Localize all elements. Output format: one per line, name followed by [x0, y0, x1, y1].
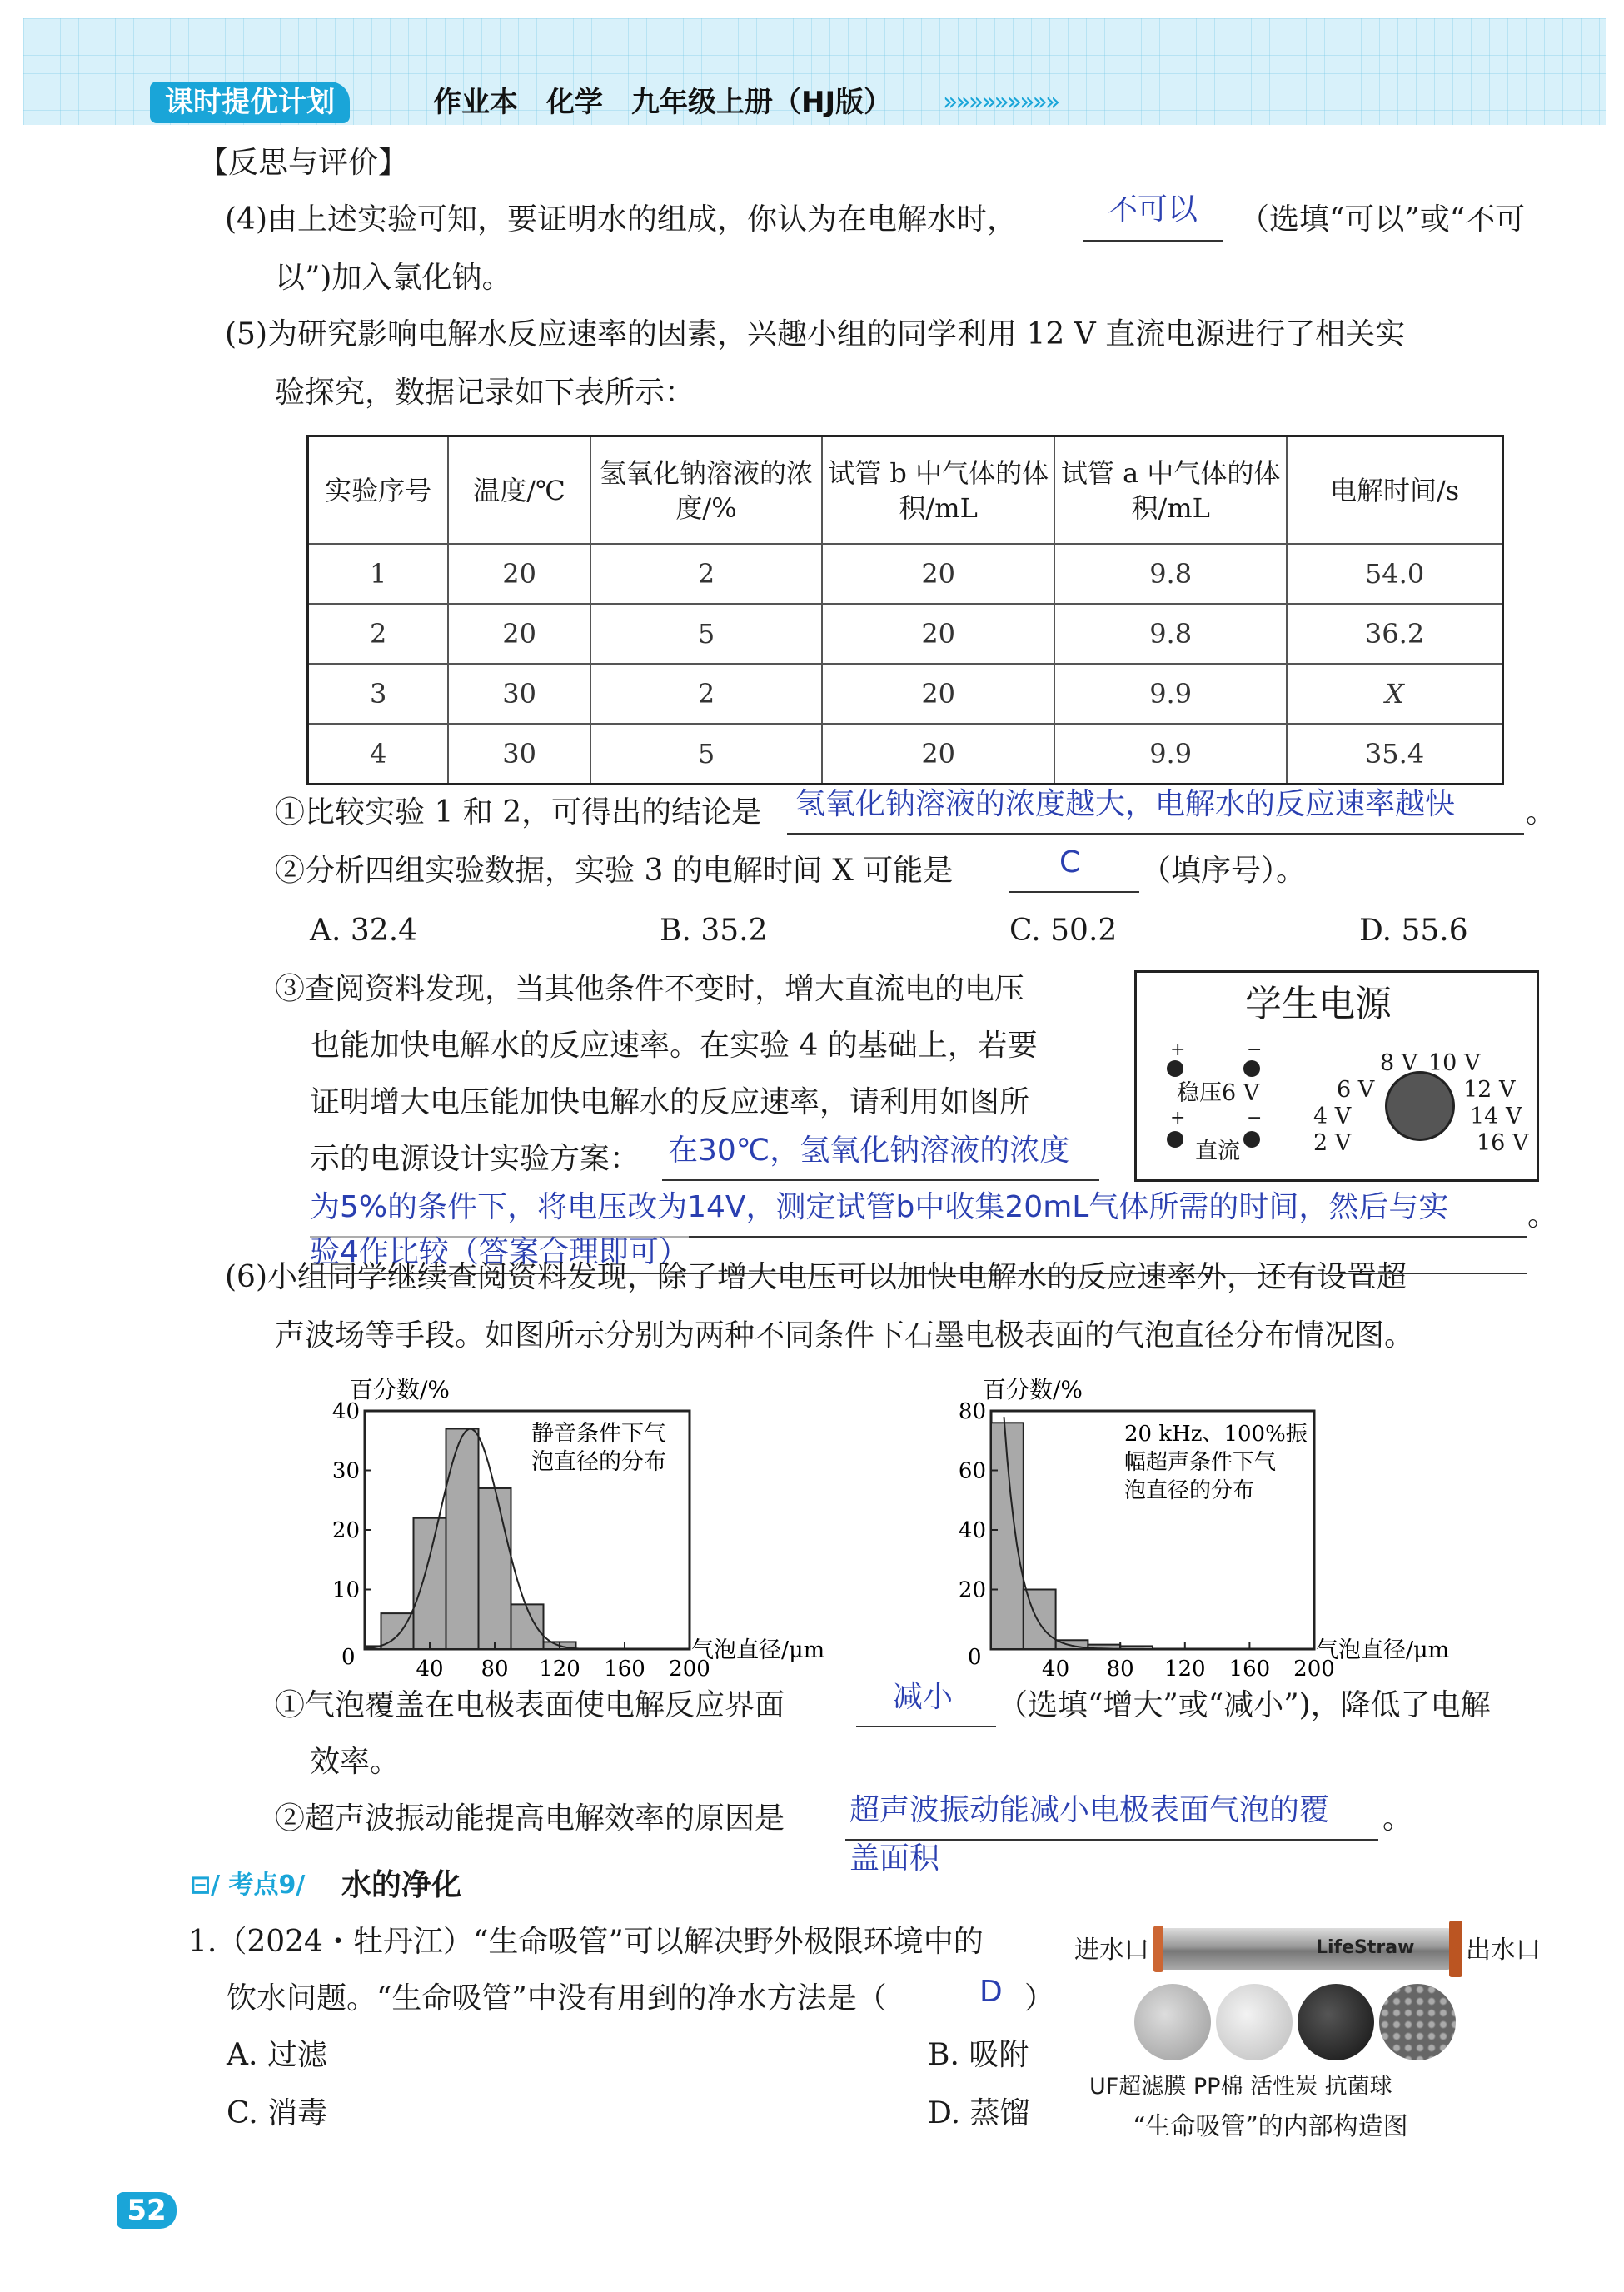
table-cell: 2 [590, 664, 822, 724]
tube-cap-icon [1449, 1921, 1462, 1977]
item1-text-cont: 饮水问题。“生命吸管”中没有用到的净水方法是（ [227, 1981, 887, 2015]
chart1-xlabel: 气泡直径/μm [691, 1637, 825, 1663]
table-cell: 4 [308, 724, 449, 785]
item1-text: 1.（2024・牡丹江）“生命吸管”可以解决野外极限环境中的 [188, 1925, 984, 1959]
chevron-decoration-icon: »»»»»»»»» [943, 87, 1059, 117]
table-cell: 9.9 [1054, 724, 1287, 785]
section-heading: 【反思与评价】 [198, 146, 409, 180]
filter-layers-label: UF超滤膜 PP棉 活性炭 抗菌球 [1089, 2074, 1392, 2100]
dc-label: 直流 [1195, 1139, 1240, 1164]
table-cell: 20 [822, 664, 1054, 724]
chart2-xtick-label: 200 [1293, 1657, 1335, 1682]
voltage-2v: 2 V [1313, 1130, 1352, 1156]
table-cell: 20 [822, 544, 1054, 604]
table-row [308, 724, 1503, 785]
item1-option-a: A. 过滤 [227, 2038, 327, 2072]
item1-option-c: C. 消毒 [227, 2096, 328, 2130]
power-supply-title: 学生电源 [1245, 983, 1392, 1025]
chart2-xtick-label: 160 [1228, 1657, 1271, 1682]
q6-1-answer: 减小 [893, 1680, 954, 1714]
chart2-ytick-label: 80 [958, 1399, 986, 1424]
q4-answer: 不可以 [1108, 192, 1198, 227]
table-cell: 3 [308, 664, 449, 724]
section-title: 水的净化 [341, 1868, 462, 1902]
inlet-label: 进水口 [1074, 1936, 1149, 1965]
page-header-title: 作业本 化学 九年级上册（HJ版） [433, 86, 893, 119]
q6-2-text: ②超声波振动能提高电解效率的原因是 [275, 1801, 785, 1836]
q5-text: (5)为研究影响电解水反应速率的因素，兴趣小组的同学利用 12 V 直流电源进行了相关实 [225, 317, 1406, 351]
table-cell: 20 [448, 604, 590, 664]
antibacterial-balls-icon [1379, 1984, 1456, 2060]
option-b: B. 35.2 [660, 914, 768, 948]
q5-2-answer: C [1059, 845, 1081, 879]
option-c: C. 50.2 [1009, 914, 1118, 948]
chart-quiet [316, 1374, 825, 1682]
table-cell: 5 [590, 604, 822, 664]
chart1-xtick-label: 160 [604, 1657, 645, 1682]
q5-3-line2: 也能加快电解水的反应速率。在实验 4 的基础上，若要 [310, 1029, 1038, 1063]
table-cell: 20 [822, 604, 1054, 664]
figure-caption: “生命吸管”的内部构造图 [1133, 2112, 1408, 2141]
plus-sign: + [1170, 1108, 1186, 1129]
outlet-label: 出水口 [1466, 1936, 1541, 1965]
table-row [308, 604, 1503, 664]
chart2-xtick-label: 80 [1106, 1657, 1134, 1682]
table-row [308, 664, 1503, 724]
table-cell: X [1287, 664, 1502, 724]
chart1-ytick-label: 40 [331, 1399, 360, 1424]
page-number: 52 [117, 2192, 177, 2229]
q6-1-text-cont: 效率。 [310, 1745, 401, 1779]
chart1-bar [414, 1518, 446, 1649]
item1-option-b: B. 吸附 [928, 2038, 1029, 2072]
q5-3-answer3: 验4作比较（答案合理即可） [310, 1233, 689, 1273]
table-header: 电解时间/s [1287, 436, 1502, 545]
chart2-title: 20 kHz、100%振幅超声条件下气泡直径的分布 [1124, 1422, 1308, 1503]
tube-cap-icon [1153, 1926, 1163, 1972]
voltage-16v: 16 V [1477, 1130, 1529, 1156]
chart2-ytick-label: 20 [958, 1577, 986, 1603]
section-icon: ⊟/ 考点9/ [190, 1871, 306, 1900]
chart2-ylabel: 百分数/% [983, 1376, 1083, 1403]
q4-options: （选填“可以”或“不可 [1239, 202, 1526, 237]
table-cell: 9.8 [1054, 604, 1287, 664]
q6-1-text: ①气泡覆盖在电极表面使电解反应界面 [275, 1688, 785, 1722]
q4-text: (4)由上述实验可知，要证明水的组成，你认为在电解水时， [225, 202, 1017, 237]
item1-paren-close: ） [1024, 1981, 1055, 2015]
table-cell: 9.9 [1054, 664, 1287, 724]
q5-1-answer: 氢氧化钠溶液的浓度越大，电解水的反应速率越快 [795, 787, 1456, 821]
table-header: 温度/℃ [448, 436, 590, 545]
q5-2-text: ②分析四组实验数据，实验 3 的电解时间 X 可能是 [275, 854, 954, 888]
table-cell: 54.0 [1287, 544, 1502, 604]
q5-3-end: 。 [1527, 1198, 1558, 1233]
chart2-ytick-label: 60 [958, 1458, 986, 1484]
table-cell: 20 [448, 544, 590, 604]
chart2-xlabel: 气泡直径/μm [1316, 1637, 1450, 1663]
q5-3-line1: ③查阅资料发现，当其他条件不变时，增大直流电的电压 [275, 972, 1025, 1006]
terminal-icon [1243, 1060, 1260, 1077]
terminal-icon [1167, 1060, 1183, 1077]
voltage-14v: 14 V [1470, 1104, 1522, 1129]
chart1-bar [511, 1604, 544, 1649]
uf-membrane-icon [1134, 1984, 1211, 2060]
q6-2-answer2: 盖面积 [849, 1841, 940, 1876]
q5-3-answer1: 在30℃，氢氧化钠溶液的浓度 [668, 1134, 1070, 1168]
voltage-10v: 10 V [1428, 1050, 1481, 1076]
q6-text-cont: 声波场等手段。如图所示分别为两种不同条件下石墨电极表面的气泡直径分布情况图。 [275, 1318, 1415, 1353]
chart1-ytick-label: 20 [331, 1518, 360, 1543]
chart1-ylabel: 百分数/% [350, 1376, 451, 1403]
q5-1-text: ①比较实验 1 和 2，可得出的结论是 [275, 795, 762, 830]
chart1-xtick-label: 40 [416, 1657, 444, 1682]
table-row [308, 544, 1503, 604]
q5-1-end: 。 [1526, 795, 1557, 830]
voltage-knob-icon [1385, 1071, 1455, 1141]
lifestraw-logo: LifeStraw [1316, 1937, 1415, 1958]
chart2-xtick-label: 40 [1042, 1657, 1070, 1682]
option-a: A. 32.4 [310, 914, 418, 948]
chart1-xtick-label: 80 [481, 1657, 509, 1682]
table-cell: 2 [590, 544, 822, 604]
chart1-xtick-label: 200 [669, 1657, 710, 1682]
stable-voltage-label: 稳压6 V [1177, 1080, 1260, 1106]
voltage-8v: 8 V [1380, 1050, 1418, 1076]
chart1-origin: 0 [341, 1645, 356, 1670]
chart-ultrasonic [949, 1374, 1507, 1682]
q6-1-options: （选填“增大”或“减小”)，降低了电解 [998, 1688, 1491, 1722]
table-header: 试管 b 中气体的体积/mL [822, 436, 1054, 545]
voltage-12v: 12 V [1463, 1077, 1516, 1103]
chart2-origin: 0 [968, 1645, 982, 1670]
power-supply-figure [1134, 970, 1539, 1182]
table-cell: 2 [308, 604, 449, 664]
minus-sign: − [1247, 1039, 1263, 1060]
q5-3-line4: 示的电源设计实验方案： [310, 1142, 640, 1176]
chart1-bar [479, 1488, 511, 1649]
voltage-4v: 4 V [1313, 1104, 1352, 1129]
table-cell: 35.4 [1287, 724, 1502, 785]
plus-sign: + [1170, 1039, 1186, 1060]
q5-3-line3: 证明增大电压能加快电解水的反应速率，请利用如图所 [310, 1085, 1030, 1119]
terminal-icon [1243, 1131, 1260, 1148]
chart1-ytick-label: 30 [331, 1458, 360, 1484]
table-header: 氢氧化钠溶液的浓度/% [590, 436, 822, 545]
table-cell: 30 [448, 664, 590, 724]
q6-text: (6)小组同学继续查阅资料发现，除了增大电压可以加快电解水的反应速率外，还有设置超 [225, 1260, 1407, 1294]
table-cell: 1 [308, 544, 449, 604]
chart1-title: 静音条件下气泡直径的分布 [531, 1421, 666, 1475]
q5-text-cont: 验探究，数据记录如下表所示： [275, 376, 695, 410]
chart1-xtick-label: 120 [539, 1657, 580, 1682]
item1-option-d: D. 蒸馏 [928, 2096, 1030, 2130]
brand-badge: 课时提优计划 [150, 82, 350, 123]
q6-2-end: 。 [1382, 1801, 1413, 1836]
minus-sign: − [1247, 1108, 1263, 1129]
q6-2-answer1: 超声波振动能减小电极表面气泡的覆 [849, 1793, 1330, 1827]
chart1-ytick-label: 10 [331, 1577, 360, 1603]
table-cell: 36.2 [1287, 604, 1502, 664]
table-header: 实验序号 [308, 436, 449, 545]
q5-3-answer2: 为5%的条件下，将电压改为14V，测定试管b中收集20mL气体所需的时间，然后与实 [310, 1190, 1449, 1224]
terminal-icon [1167, 1131, 1183, 1148]
voltage-6v: 6 V [1337, 1077, 1375, 1103]
chart1-bar [446, 1428, 479, 1649]
experiment-data-table [306, 435, 1504, 785]
q4-text-cont: 以”)加入氯化钠。 [275, 261, 512, 295]
table-cell: 20 [822, 724, 1054, 785]
activated-carbon-icon [1298, 1984, 1374, 2060]
chart2-ytick-label: 40 [958, 1518, 986, 1543]
table-cell: 9.8 [1054, 544, 1287, 604]
q5-2-end: （填序号）。 [1141, 854, 1307, 888]
pp-cotton-icon [1216, 1984, 1293, 2060]
option-d: D. 55.6 [1359, 914, 1468, 948]
table-cell: 5 [590, 724, 822, 785]
item1-answer: D [979, 1975, 1003, 2009]
table-header: 试管 a 中气体的体积/mL [1054, 436, 1287, 545]
chart2-xtick-label: 120 [1163, 1657, 1206, 1682]
table-cell: 30 [448, 724, 590, 785]
